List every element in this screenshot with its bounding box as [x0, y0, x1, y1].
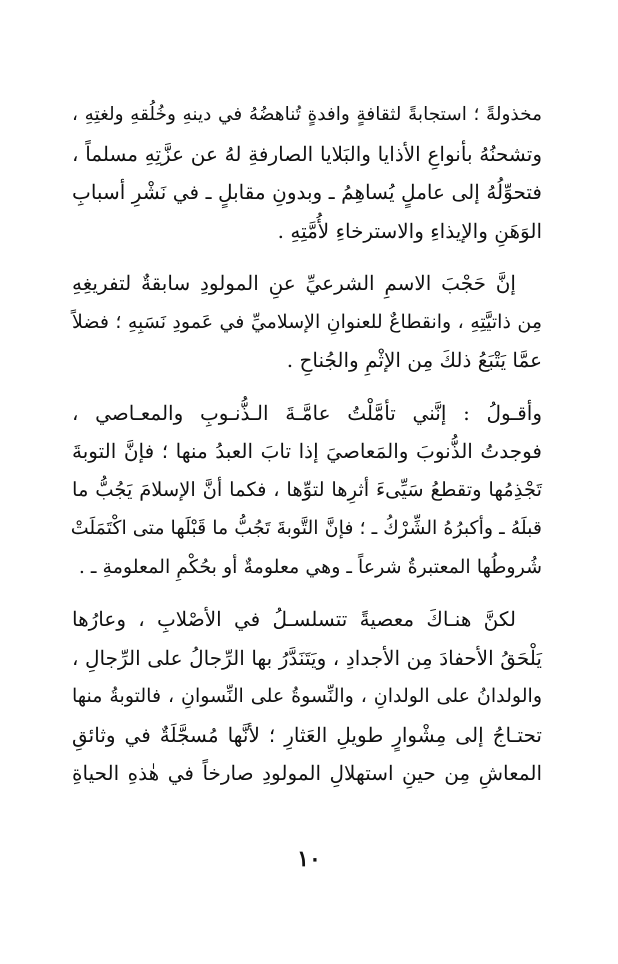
text-line: لكنَّ هنـاكَ معصيةً تتسلسـلُ في الأصْلابِ ، وعارُها	[72, 607, 516, 631]
page-number: ١٠	[297, 846, 321, 872]
text-line: المعاشِ مِن حينِ استهلالِ المولودِ صارخاً في هٰذهِ الحياةِ	[72, 761, 542, 785]
text-line: وأقـولُ : إنَّني تأمَّلْتُ عامَّـةَ الـذُّنـوبِ والمعـاصي ،	[72, 400, 542, 425]
text-line: مِن ذاتيَّتِهِ ، وانقطاعٌ للعنوانِ الإسلاميِّ في عَمودِ نَسَبِهِ ؛ فضلاً	[72, 310, 542, 333]
paragraph-1	[72, 96, 542, 250]
text-line: عمَّا يَتْبَعُ ذلكَ مِن الإثْمِ والجُناحِ .	[286, 348, 542, 372]
paragraph-2	[72, 264, 542, 380]
text-line: فتحوِّلُهُ إلى عاملٍ يُساهِمُ ـ وبدونِ مقابلٍ ـ في نَشْرِ أسبابِ	[72, 180, 542, 204]
text-line: الوَهَنِ والإيذاءِ والاسترخاءِ لأُمَّتِهِ .	[277, 218, 542, 243]
text-line: فوجدتُ الذُّنوبَ والمَعاصيَ إذا تابَ العبدُ منها ؛ فإنَّ التوبةَ	[72, 439, 542, 463]
text-line: تَجْذِمُها وتقطعُ سَيِّىءَ أثرِها لتوِّها ، فكما أنَّ الإسلامَ يَجُبُّ ما	[72, 477, 542, 501]
text-line: والولدانُ على الولدانِ ، والنِّسوةُ على النِّسوانِ ، فالتوبةُ منها	[72, 685, 542, 707]
text-line: مخذولةً ؛ استجابةً لثقافةٍ وافدةٍ تُناهضُهُ في دينهِ وخُلُقهِ ولغتِهِ ،	[72, 104, 542, 125]
text-line: قبلَهُ ـ وأكبرُهُ الشِّرْكُ ـ ؛ فإنَّ التَّوبةَ تَجُبُّ ما قَبْلَها متى اكْتَمَلَتْ	[70, 517, 542, 539]
text-line: تحتـاجُ إلى مِشْوارٍ طويلِ العَثارِ ؛ لأنَّها مُسجَّلَةٌ في وثائقِ	[72, 722, 542, 747]
page-body	[72, 96, 542, 807]
text-line: وتشحنُهُ بأنواعِ الأذايا والبَلايا الصارفةِ لهُ عن عزَّتِهِ مسلماً ،	[72, 141, 542, 166]
text-line: شُروطُها المعتبرةُ شرعاً ـ وهي معلومةٌ أو بحُكْمِ المعلومةِ ـ .	[78, 555, 542, 578]
paragraph-4	[72, 600, 542, 793]
paragraph-3	[72, 394, 542, 587]
text-line: يَلْحَقُ الأحفادَ مِن الأجدادِ ، ويَتَنَدَّرُ بها الرِّجالُ على الرِّجالِ ،	[72, 645, 542, 670]
text-line: إنَّ حَجْبَ الاسمِ الشرعيِّ عنِ المولودِ سابقةٌ لتفريغِهِ	[72, 271, 516, 295]
